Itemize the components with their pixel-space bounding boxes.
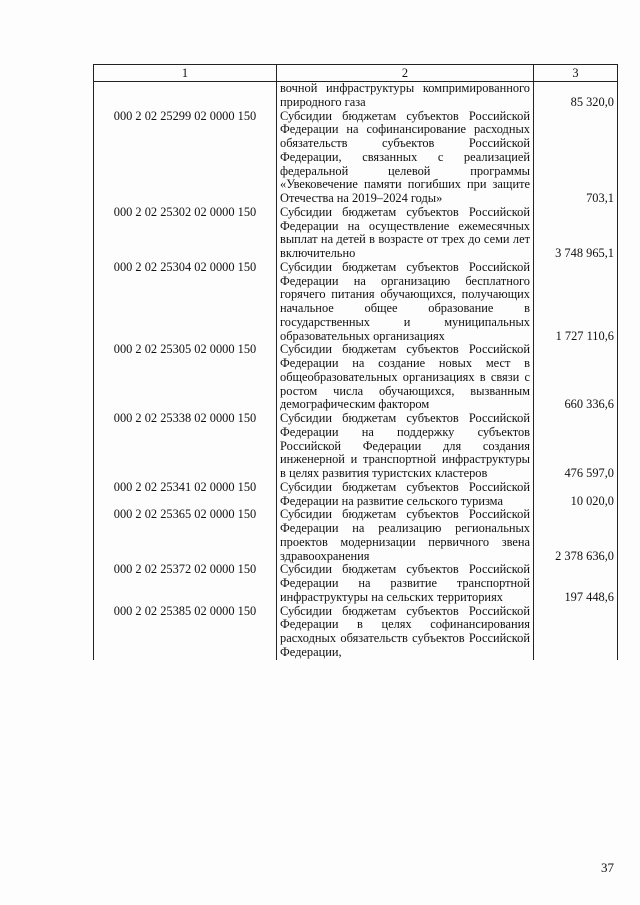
budget-amount: 703,1 [534,110,618,206]
budget-amount: 660 336,6 [534,343,618,412]
budget-code: 000 2 02 25299 02 0000 150 [94,110,277,206]
budget-description: Субсидии бюджетам субъектов Российской Федерации на создание новых мест в общеобразовательных организациях в связи с ростом числа обучающихся, вызванным демографическим фактором [277,343,534,412]
budget-description: вочной инфраструктуры компримированного природного газа [277,82,534,110]
table-row [94,343,618,412]
budget-amount: 85 320,0 [534,82,618,110]
table-row [94,605,618,660]
budget-amount: 197 448,6 [534,563,618,604]
budget-description: Субсидии бюджетам субъектов Российской Федерации на развитие транспортной инфраструктуры на сельских территориях [277,563,534,604]
column-header-amount: 3 [534,65,618,82]
page-number: 37 [601,860,614,875]
table-row [94,508,618,563]
budget-code [94,82,277,110]
budget-amount: 476 597,0 [534,412,618,481]
table-row [94,563,618,604]
column-header-name: 2 [277,65,534,82]
table-row [94,412,618,481]
table-row [94,206,618,261]
table-row [94,261,618,344]
budget-table [93,64,618,660]
budget-code: 000 2 02 25385 02 0000 150 [94,605,277,660]
table-row [94,82,618,110]
budget-amount: 3 748 965,1 [534,206,618,261]
budget-description: Субсидии бюджетам субъектов Российской Федерации на поддержку субъектов Российской Федерации для создания инженерной и транспортной инфраструктуры в целях развития туристских кластеров [277,412,534,481]
budget-amount: 2 378 636,0 [534,508,618,563]
budget-amount [534,605,618,660]
table-row [94,110,618,206]
budget-description: Субсидии бюджетам субъектов Российской Федерации на осуществление ежемесячных выплат на детей в возрасте от трех до семи лет включительно [277,206,534,261]
budget-description: Субсидии бюджетам субъектов Российской Федерации на организацию бесплатного горячего питания обучающихся, получающих начальное общее образование в государственных и муниципальных образовательных организациях [277,261,534,344]
budget-code: 000 2 02 25305 02 0000 150 [94,343,277,412]
budget-description: Субсидии бюджетам субъектов Российской Федерации на реализацию региональных проектов модернизации первичного звена здравоохранения [277,508,534,563]
budget-amount: 1 727 110,6 [534,261,618,344]
budget-amount: 10 020,0 [534,481,618,509]
budget-code: 000 2 02 25341 02 0000 150 [94,481,277,509]
budget-code: 000 2 02 25304 02 0000 150 [94,261,277,344]
budget-code: 000 2 02 25372 02 0000 150 [94,563,277,604]
budget-description: Субсидии бюджетам субъектов Российской Федерации на развитие сельского туризма [277,481,534,509]
budget-description: Субсидии бюджетам субъектов Российской Федерации в целях софинансирования расходных обязательств субъектов Российской Федерации, [277,605,534,660]
budget-code: 000 2 02 25302 02 0000 150 [94,206,277,261]
table-header-row [94,65,618,82]
budget-code: 000 2 02 25365 02 0000 150 [94,508,277,563]
budget-code: 000 2 02 25338 02 0000 150 [94,412,277,481]
column-header-code: 1 [94,65,277,82]
budget-description: Субсидии бюджетам субъектов Российской Федерации на софинансирование расходных обязательств субъектов Российской Федерации, связанных с реализацией федеральной целевой программы «Увековечение памяти погибших при защите Отечества на 2019–2024 годы» [277,110,534,206]
table-row [94,481,618,509]
